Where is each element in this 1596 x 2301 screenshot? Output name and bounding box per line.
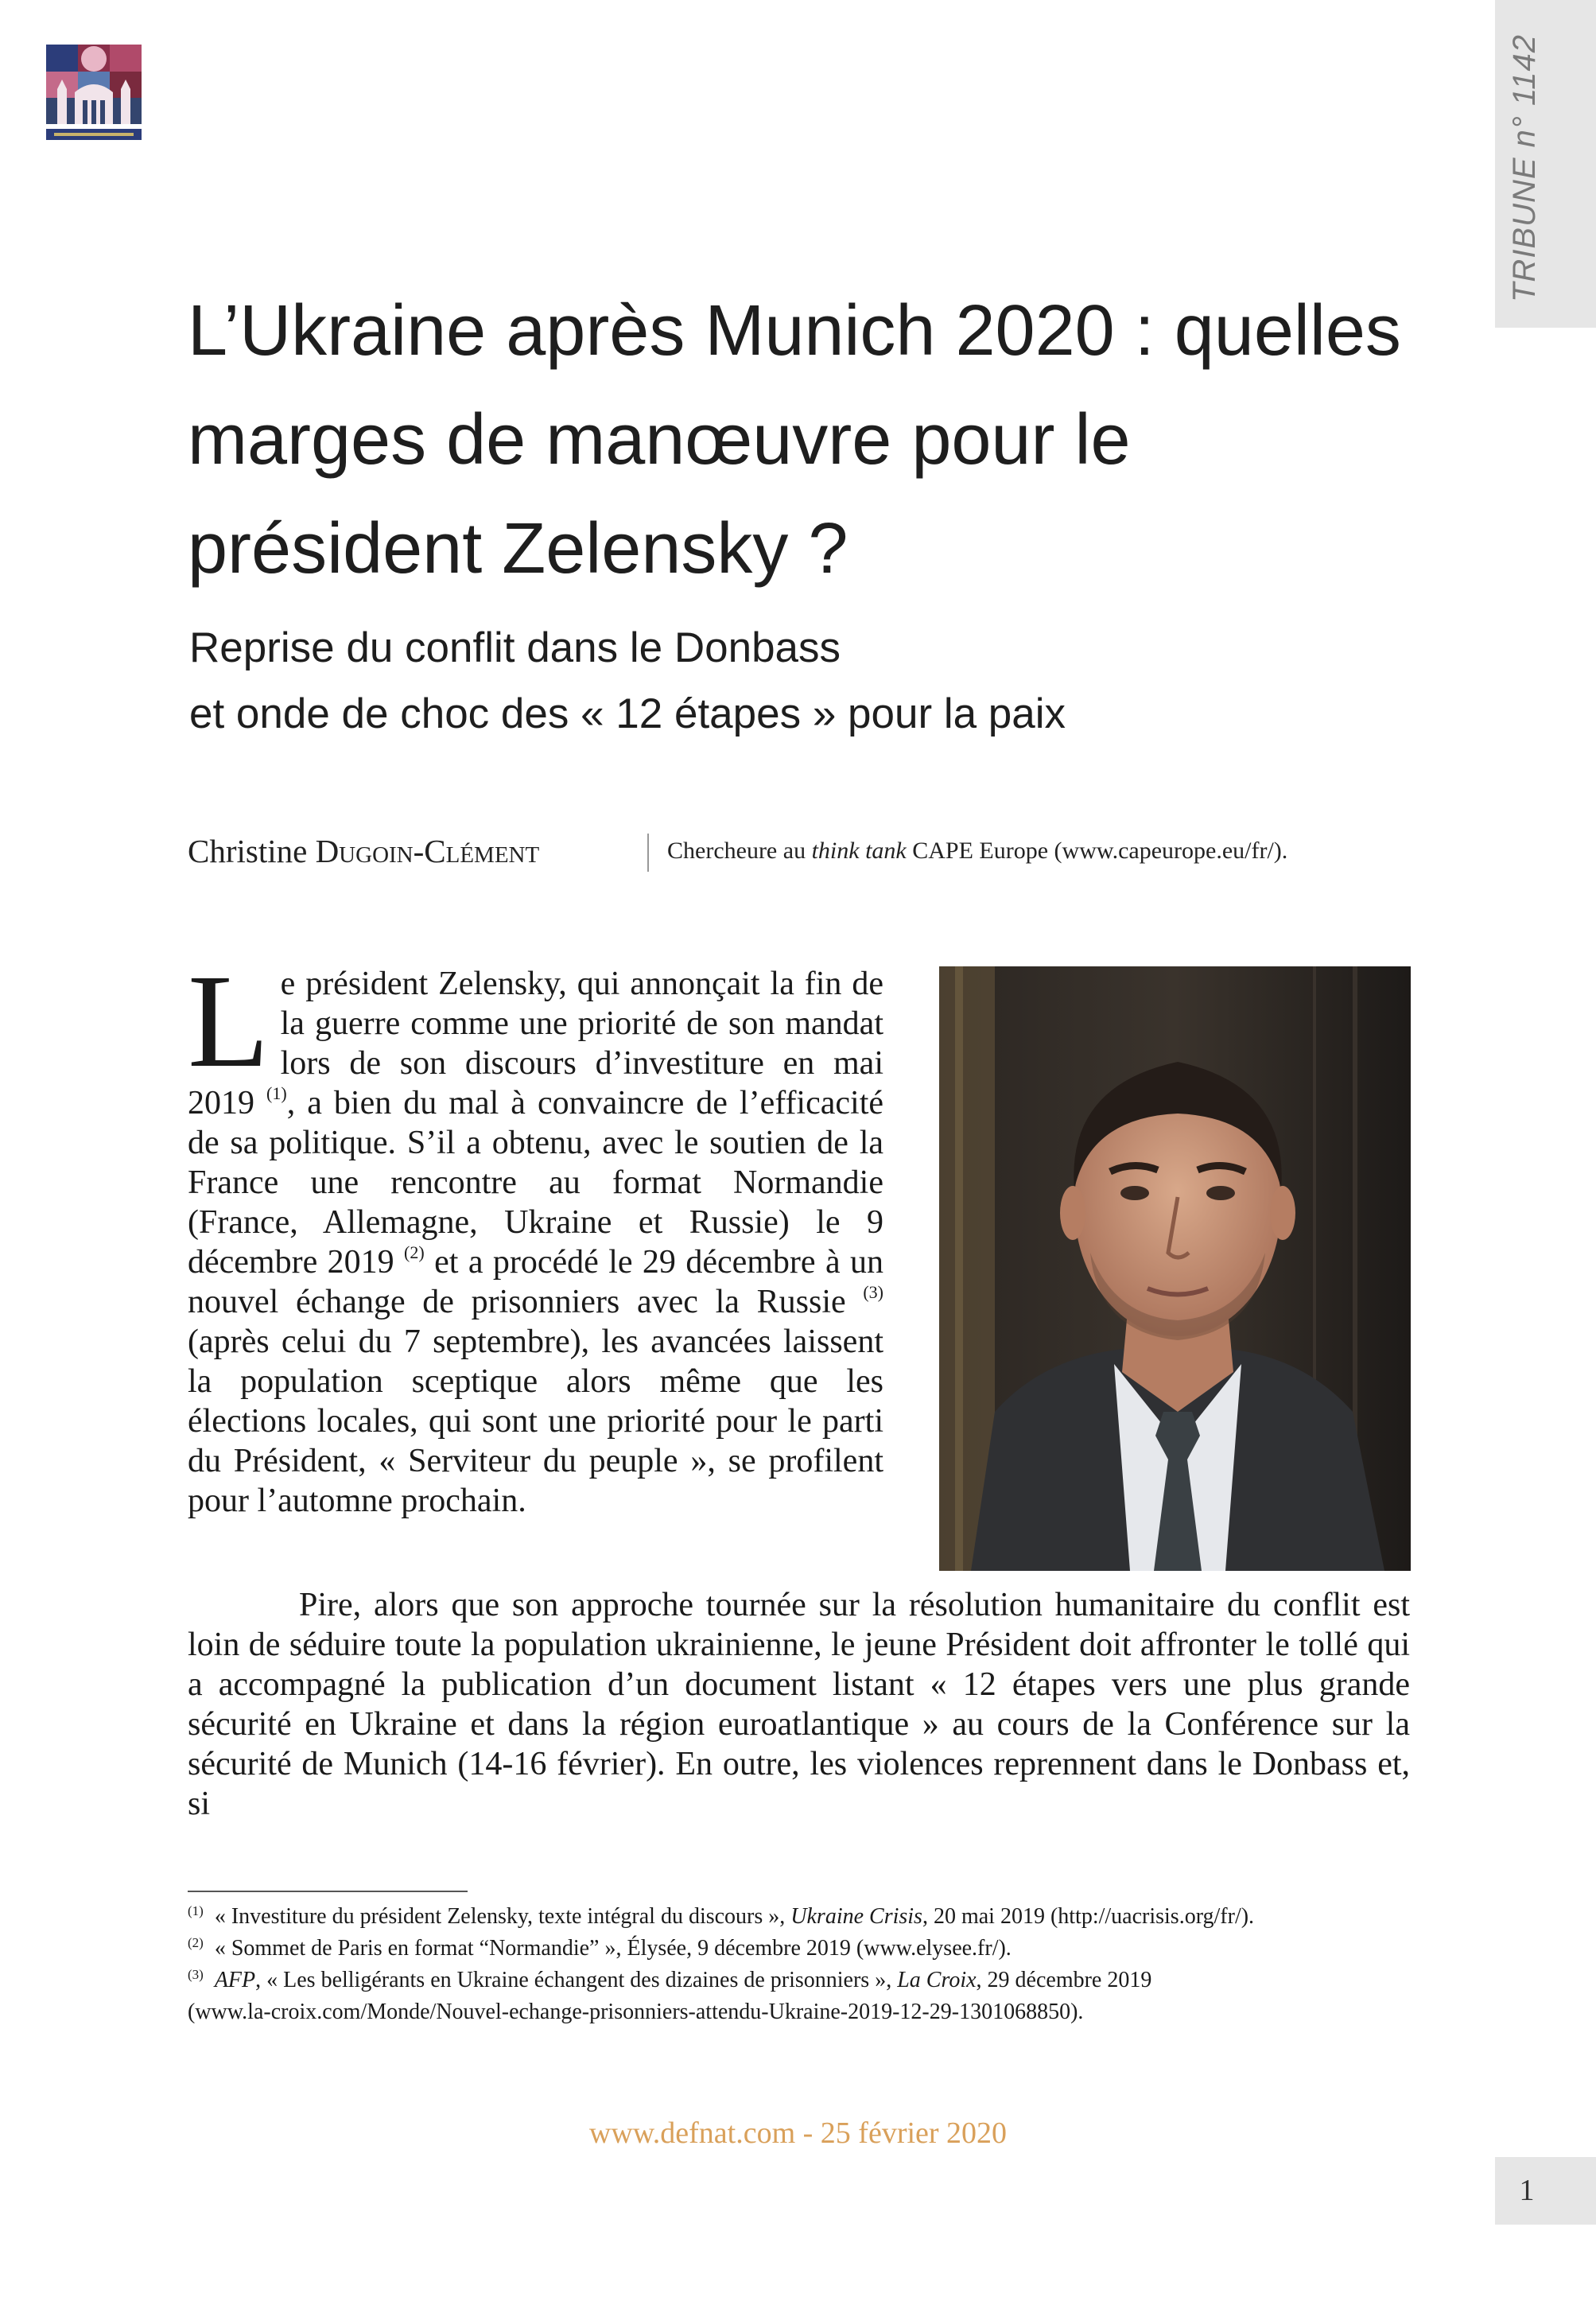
footnote-3 xyxy=(188,1965,1428,2028)
body-text: e président Zelensky, qui annonçait la fin de la guerre comme une priorité de son mandat lors de son discours d’investiture en mai 2019 xyxy=(188,966,883,1121)
footnote-source: Ukraine Crisis xyxy=(790,1904,922,1929)
body-paragraph-1 xyxy=(188,947,884,1521)
body-text: , a bien du mal à convaincre de l’efficacité de sa politique. S’il a obtenu, avec le soutien de la France une rencontre au format Normandie (France, Allemagne, Ukraine et Russie) le 9 décembre 2019 xyxy=(188,1085,884,1281)
footnote-ref-1[interactable]: (1) xyxy=(266,1083,287,1103)
author-first-name: Christine xyxy=(188,833,316,869)
page-number: 1 xyxy=(1519,2174,1535,2207)
author-last-name: Dugoin-Clément xyxy=(315,833,540,869)
drop-cap: L xyxy=(188,947,270,1095)
footnote-1 xyxy=(188,1901,1428,1933)
body-text: et a procédé le 29 décembre à un nouvel échange de prisonniers avec la Russie xyxy=(188,1244,883,1320)
footnote-text: , « Les belligérants en Ukraine échangent des dizaines de prisonniers », xyxy=(255,1968,898,1992)
footnote-ref-2[interactable]: (2) xyxy=(404,1242,425,1262)
footnote-number: (1) xyxy=(188,1903,204,1918)
page-number-tab xyxy=(1495,2157,1596,2225)
author-role xyxy=(667,830,1287,872)
author-role-prefix: Chercheure au xyxy=(667,838,812,864)
portrait-photo xyxy=(939,966,1411,1571)
footnote-text: « Investiture du président Zelensky, texte intégral du discours », xyxy=(214,1904,791,1929)
subtitle-line-1: Reprise du conflit dans le Donbass xyxy=(189,624,841,671)
footnote-text: , 29 décembre 2019 xyxy=(976,1968,1152,1992)
footnote-divider xyxy=(188,1891,468,1892)
footnote-number: (3) xyxy=(188,1967,204,1982)
footnote-2 xyxy=(188,1933,1428,1965)
author-role-suffix: CAPE Europe (www.capeurope.eu/fr/). xyxy=(906,838,1288,864)
series-label: TRIBUNE n° 1142 xyxy=(1507,33,1542,302)
body-text: Pire, alors que son approche tournée sur la résolution humanitaire du conflit est loin de séduire toute la population ukrainienne, le jeune Président doit affronter le tollé qui a accompagné la publication d’un document listant « 12 étapes vers une plus grande sécurité en Ukraine et dans la région euroatlantique » au cours de la Conférence sur la sécurité de Munich (14-16 février). En outre, les violences reprennent dans le Donbass et, si xyxy=(188,1587,1410,1822)
footnote-ref-3[interactable]: (3) xyxy=(863,1282,883,1302)
footnote-text[interactable]: , 20 mai 2019 (http://uacrisis.org/fr/). xyxy=(922,1904,1255,1929)
body-text: (après celui du 7 septembre), les avancées laissent la population sceptique alors même que les élections locales, qui sont une priorité pour le parti du Président, « Serviteur du peuple », se profilent pour l’automne prochain. xyxy=(188,1323,883,1519)
author-name xyxy=(188,827,539,875)
article-title: L’Ukraine après Munich 2020 : quelles marges de manœuvre pour le président Zelensky ? xyxy=(188,291,1401,589)
article-subtitle xyxy=(189,615,1414,747)
footnote-source: La Croix xyxy=(897,1968,977,1992)
footer-url-date[interactable]: www.defnat.com - 25 février 2020 xyxy=(588,2116,1008,2150)
footnote-number: (2) xyxy=(188,1935,204,1950)
footnote-url[interactable]: (www.la-croix.com/Monde/Nouvel-echange-prisonniers-attendu-Ukraine-2019-12-29-1301068850). xyxy=(188,2000,1084,2024)
author-line xyxy=(188,827,1460,875)
footnote-text[interactable]: « Sommet de Paris en format “Normandie” », Élysée, 9 décembre 2019 (www.elysee.fr/). xyxy=(214,1936,1012,1961)
footnote-source: AFP xyxy=(214,1968,256,1992)
author-role-italic: think tank xyxy=(811,838,907,864)
footnotes xyxy=(188,1901,1428,2028)
publication-logo xyxy=(46,45,142,142)
author-separator xyxy=(647,834,649,872)
subtitle-line-2: et onde de choc des « 12 étapes » pour la paix xyxy=(189,690,1066,737)
body-paragraph-2 xyxy=(188,1585,1410,1824)
